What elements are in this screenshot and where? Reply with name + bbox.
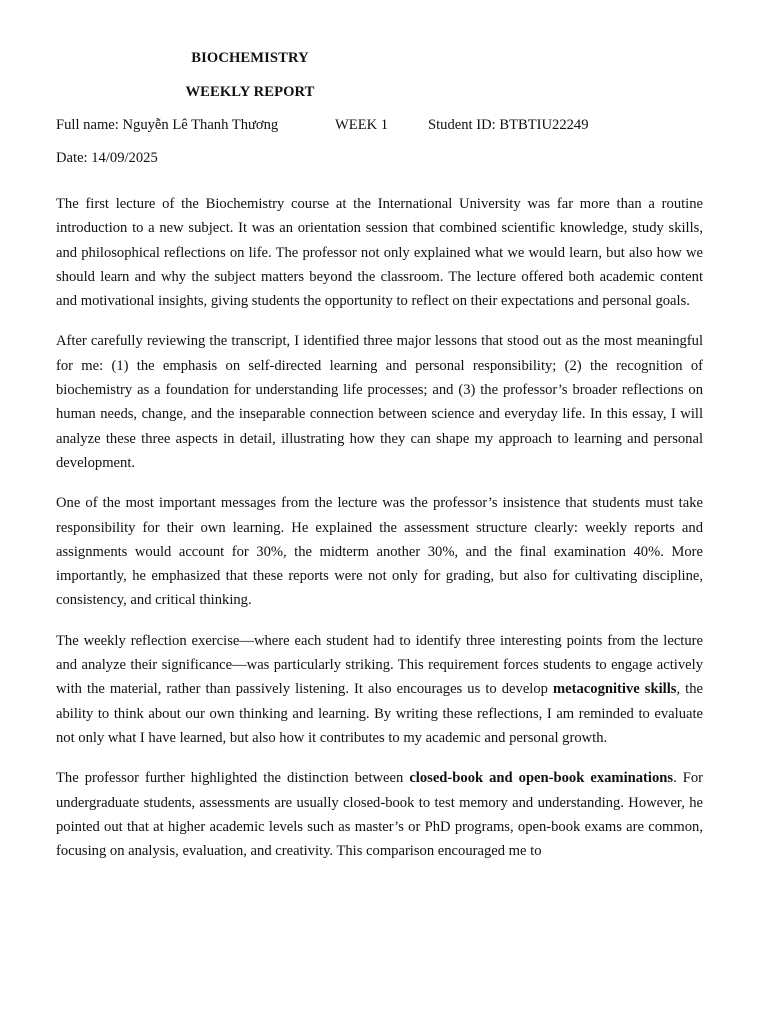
paragraph-4-bold: metacognitive skills (553, 681, 677, 698)
paragraph-4-text-c: , the ability to think about our own thinking and learning. By writing these reflections, I am reminded to evaluate not only what I have learned, but also how it contributes to my academic and personal growth. (56, 681, 703, 746)
paragraph-4 (56, 629, 703, 750)
report-body (56, 192, 703, 879)
document-subtitle: WEEKLY REPORT (185, 84, 315, 100)
full-name: Full name: Nguyễn Lê Thanh Thương (56, 117, 279, 133)
week-label: WEEK 1 (335, 117, 389, 133)
student-id: Student ID: BTBTIU22249 (428, 117, 589, 133)
paragraph-5 (56, 766, 703, 863)
paragraph-2: After carefully reviewing the transcript, I identified three major lessons that stood out as the most meaningful for me: (1) the emphasis on self-directed learning and personal responsibility; (2) the recognition of biochemistry as a foundation for understanding life processes; and (3) the professor’s broader reflections on human needs, change, and the inseparable connection between science and everyday life. In this essay, I will analyze these three aspects in detail, illustrating how they can shape my approach to learning and personal development. (56, 333, 703, 471)
report-date: Date: 14/09/2025 (56, 150, 158, 166)
paragraph-3: One of the most important messages from the lecture was the professor’s insistence that students must take responsibility for their own learning. He explained the assessment structure clearly: weekly reports and assignments would account for 30%, the midterm another 30%, and the final examination 40%. More importantly, he emphasized that these reports were not only for grading, but also for cultivating discipline, consistency, and critical thinking. (56, 495, 703, 609)
paragraph-5-bold: closed-book and open-book examinations (409, 770, 674, 787)
paragraph-4-text-a: The weekly reflection exercise—where each student had to identify three interesting points from the lecture and analyze their significance—was particularly striking. This requirement forces students to engage actively with the material, rather than passively listening. It also encourages us to develop (56, 632, 703, 698)
paragraph-5-text-a: The professor further highlighted the distinction between (56, 770, 410, 787)
document-title: BIOCHEMISTRY (191, 50, 309, 66)
paragraph-5-text-c: . For undergraduate students, assessments are usually closed-book to test memory and understanding. However, he pointed out that at higher academic levels such as master’s or PhD programs, open-book exams are common, focusing on analysis, evaluation, and creativity. This comparison encouraged me to (56, 770, 703, 860)
paragraph-1: The first lecture of the Biochemistry course at the International University was far more than a routine introduction to a new subject. It was an orientation session that combined scientific knowledge, study skills, and philosophical reflections on life. The professor not only explained what we would learn, but also how we should learn and why the subject matters beyond the classroom. The lecture offered both academic content and motivational insights, giving students the opportunity to reflect on their expectations and personal goals. (56, 196, 703, 310)
